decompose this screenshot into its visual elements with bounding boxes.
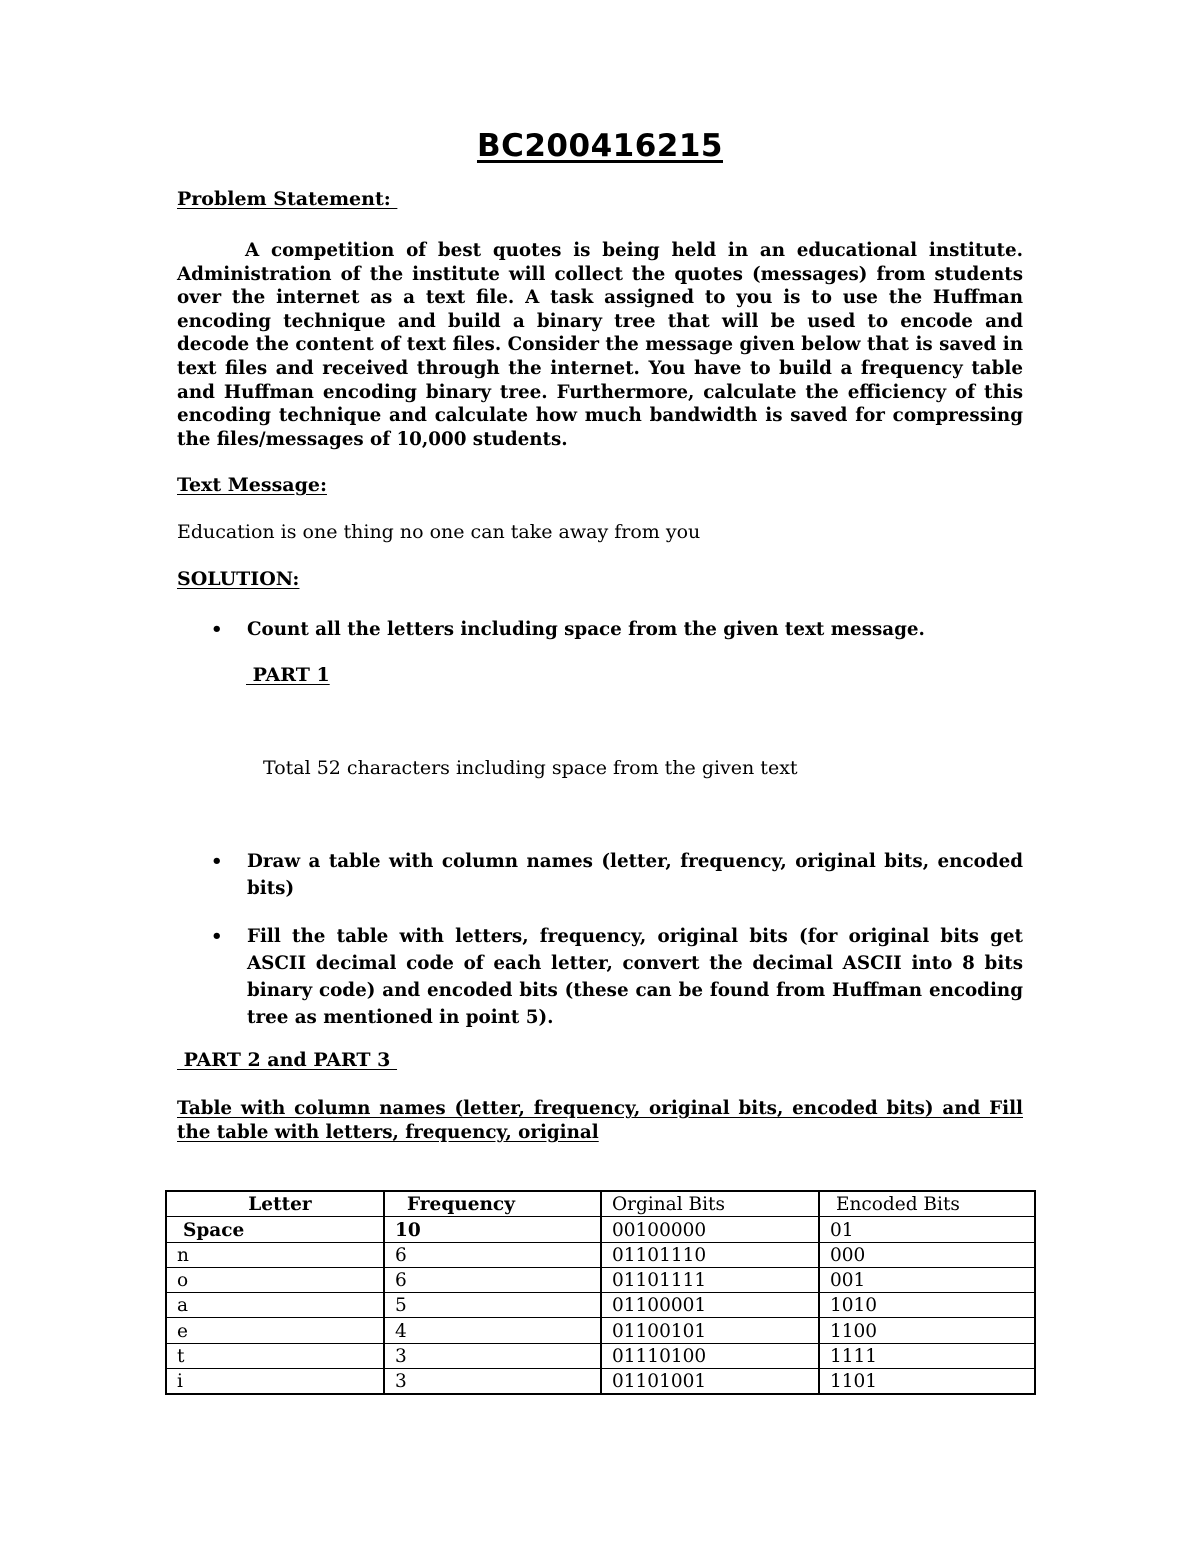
cell-frequency: 6 (384, 1267, 601, 1292)
table-row (166, 1318, 1035, 1343)
cell-frequency: 3 (384, 1369, 601, 1395)
bullet-draw-table: Draw a table with column names (letter, frequency, original bits, encoded bits) (247, 851, 1023, 899)
cell-encoded-bits: 01 (819, 1217, 1035, 1242)
bullet-icon: • (211, 619, 223, 640)
header-encoded-bits: Encoded Bits (819, 1191, 1035, 1217)
cell-frequency: 5 (384, 1293, 601, 1318)
text-message-heading: Text Message: (177, 474, 327, 496)
cell-original-bits: 01101110 (601, 1242, 819, 1267)
cell-original-bits: 01110100 (601, 1343, 819, 1368)
total-characters-text: Total 52 characters including space from the given text (263, 757, 798, 779)
part2-part3-label: PART 2 and PART 3 (177, 1049, 398, 1071)
cell-letter: Space (166, 1217, 384, 1242)
bullet-icon: • (211, 926, 223, 947)
cell-frequency: 4 (384, 1318, 601, 1343)
cell-encoded-bits: 1101 (819, 1369, 1035, 1395)
bullet-fill-table: Fill the table with letters, frequency, original bits (for original bits get ASCII decimal code of each letter, convert the decimal ASCII into 8 bits binary code) and encoded bits (these can be found from Huffman encoding tree as mentioned in point 5). (247, 926, 1023, 1028)
table-row (166, 1293, 1035, 1318)
cell-encoded-bits: 001 (819, 1267, 1035, 1292)
cell-letter: e (166, 1318, 384, 1343)
text-message-body: Education is one thing no one can take away from you (177, 521, 701, 543)
cell-encoded-bits: 1010 (819, 1293, 1035, 1318)
table-row (166, 1267, 1035, 1292)
cell-original-bits: 01100001 (601, 1293, 819, 1318)
table-description: Table with column names (letter, frequency, original bits, encoded bits) and Fill the table with letters, frequency, original (177, 1098, 1023, 1143)
table-header-row (166, 1191, 1035, 1217)
cell-original-bits: 01101111 (601, 1267, 819, 1292)
cell-letter: i (166, 1369, 384, 1395)
solution-heading: SOLUTION: (177, 568, 300, 590)
problem-statement-text: A competition of best quotes is being held in an educational institute. Administration of the institute will collect the quotes (messages) from students over the internet as a text file. A task assigned to you is to use the Huffman encoding technique and build a binary tree that will be used to encode and decode the content of text files. Consider the message given below that is saved in text files and received through the internet. You have to build a frequency table and Huffman encoding binary tree. Furthermore, calculate the efficiency of this encoding technique and calculate how much bandwidth is saved for compressing the files/messages of 10,000 students. (177, 240, 1023, 450)
cell-letter: o (166, 1267, 384, 1292)
document-title: BC200416215 (476, 128, 723, 164)
header-frequency: Frequency (384, 1191, 601, 1217)
bullet-count-letters: Count all the letters including space from the given text message. (247, 619, 925, 640)
part1-label: PART 1 (246, 664, 330, 686)
cell-original-bits: 00100000 (601, 1217, 819, 1242)
cell-encoded-bits: 1100 (819, 1318, 1035, 1343)
header-letter: Letter (166, 1191, 384, 1217)
table-row (166, 1217, 1035, 1242)
cell-encoded-bits: 000 (819, 1242, 1035, 1267)
table-row (166, 1343, 1035, 1368)
cell-original-bits: 01101001 (601, 1369, 819, 1395)
problem-statement-heading: Problem Statement: (177, 188, 398, 210)
cell-encoded-bits: 1111 (819, 1343, 1035, 1368)
cell-frequency: 6 (384, 1242, 601, 1267)
bullet-icon: • (211, 851, 223, 872)
header-original-bits: Orginal Bits (601, 1191, 819, 1217)
cell-frequency: 10 (384, 1217, 601, 1242)
table-row (166, 1242, 1035, 1267)
cell-frequency: 3 (384, 1343, 601, 1368)
cell-original-bits: 01100101 (601, 1318, 819, 1343)
table-row (166, 1369, 1035, 1395)
cell-letter: n (166, 1242, 384, 1267)
cell-letter: t (166, 1343, 384, 1368)
cell-letter: a (166, 1293, 384, 1318)
frequency-table (165, 1190, 1036, 1395)
